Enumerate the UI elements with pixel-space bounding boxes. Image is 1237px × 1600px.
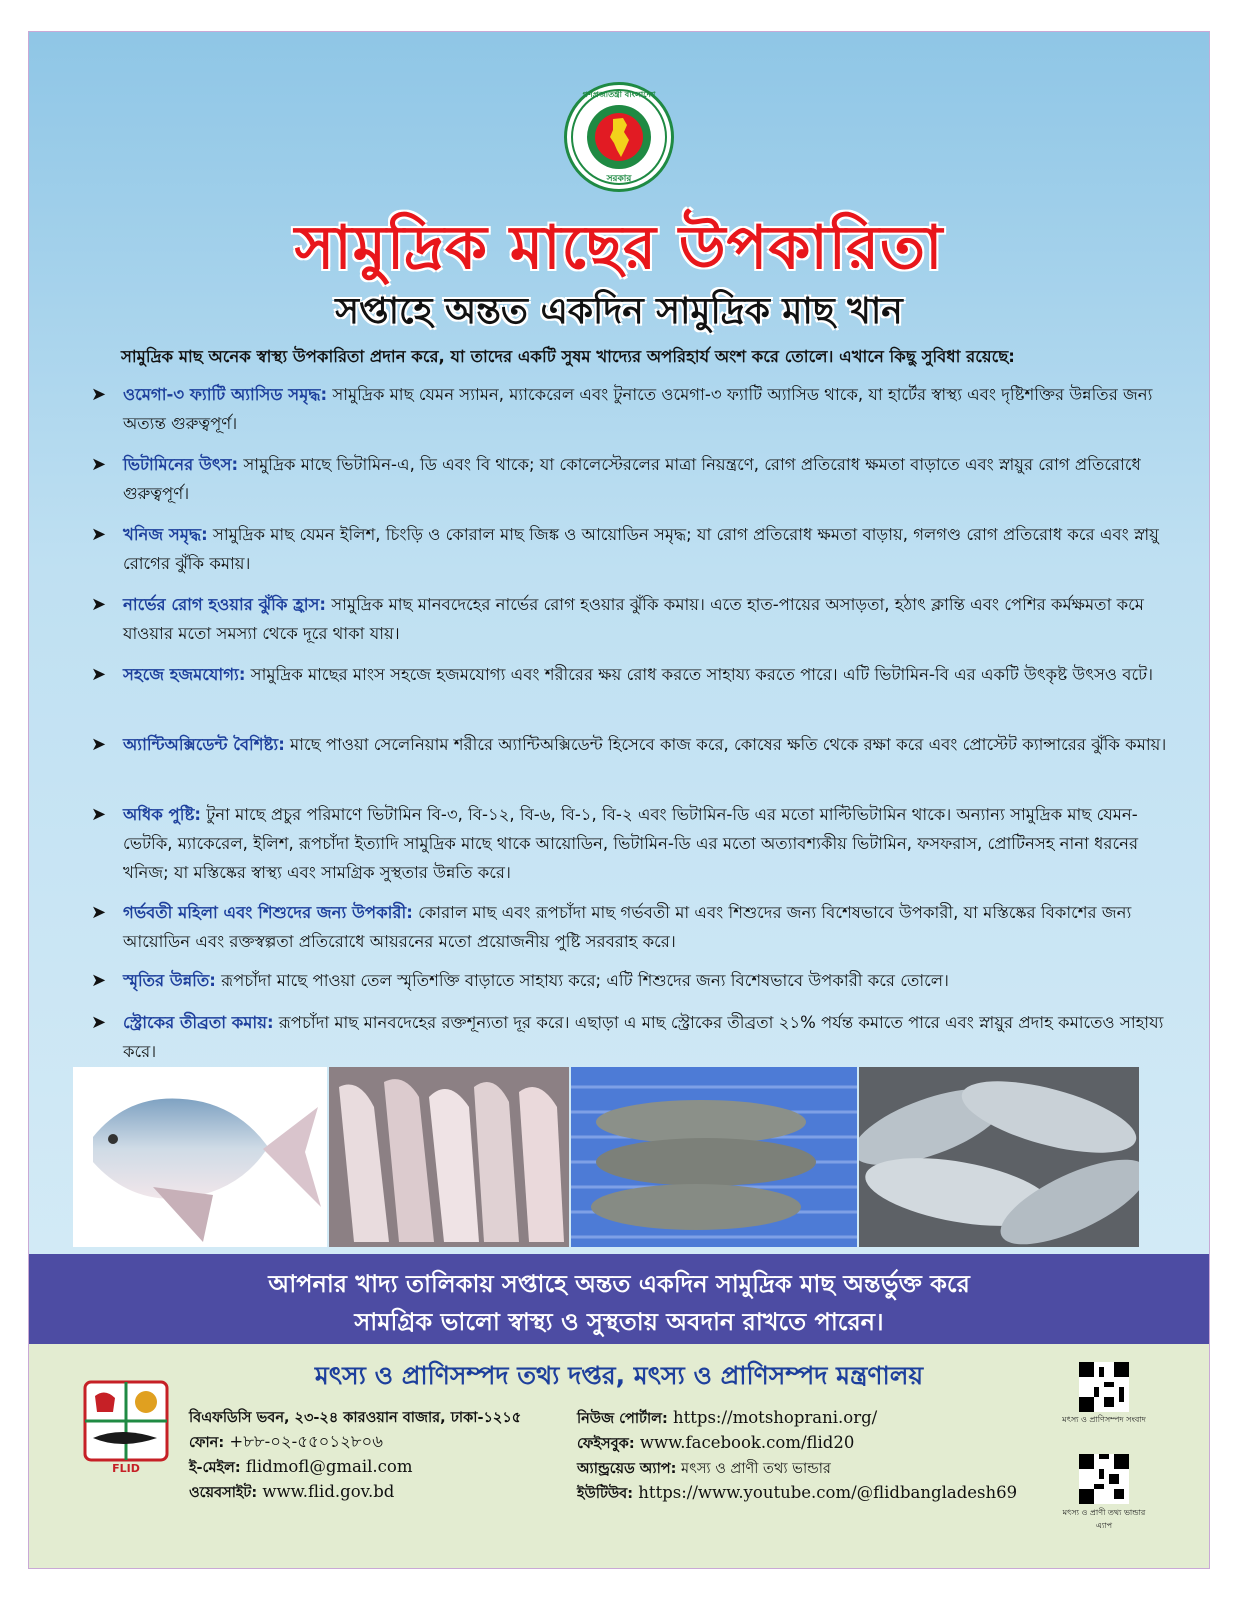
item-text: সামুদ্রিক মাছে ভিটামিন-এ, ডি এবং বি থাকে; যা কোলেস্টেরলের মাত্রা নিয়ন্ত্রণে, রোগ প্রতিরোধ ক্ষমতা বাড়াতে এবং স্নায়ুর রোগ প্রতিরোধে গুরুত্বপূর্ণ। (123, 455, 1141, 503)
list-item (91, 966, 1171, 996)
news-label: নিউজ পোর্টাল: (577, 1411, 668, 1427)
online-links-block (577, 1406, 1017, 1506)
pomfret-photo (73, 1067, 327, 1247)
phone-number: +৮৮-০২-৫৫০১২৮০৬ (224, 1432, 383, 1451)
item-text: রূপচাঁদা মাছে পাওয়া তেল স্মৃতিশক্তি বাড়াতে সাহায্য করে; এটি শিশুদের জন্য বিশেষভাবে উপকারী করে তোলে। (215, 971, 949, 990)
facebook-link[interactable]: www.facebook.com/flid20 (634, 1433, 855, 1452)
ministry-name: মৎস্য ও প্রাণিসম্পদ তথ্য দপ্তর, মৎস্য ও প্রাণিসম্পদ মন্ত্রণালয় (314, 1361, 924, 1390)
item-text: সামুদ্রিক মাছের মাংস সহজে হজমযোগ্য এবং শরীরের ক্ষয় রোধ করতে সাহায্য করতে পারে। এটি ভিটামিন-বি এর একটি উৎকৃষ্ট উৎসও বটে। (245, 665, 1154, 684)
item-heading: সহজে হজমযোগ্য: (123, 665, 246, 684)
flid-logo (81, 1378, 171, 1488)
item-heading: স্ট্রোকের তীব্রতা কমায়: (123, 1013, 274, 1032)
page-title: সামুদ্রিক মাছের উপকারিতা (294, 213, 944, 283)
list-item (91, 898, 1171, 954)
banner-line-2: সামগ্রিক ভালো স্বাস্থ্য ও সুস্থতায় অবদান রাখতে পারেন। (354, 1308, 884, 1336)
list-item (91, 380, 1171, 436)
youtube-label: ইউটিউব: (577, 1486, 634, 1502)
item-text: রূপচাঁদা মাছ মানবদেহের রক্তশূন্যতা দূর করে। এছাড়া এ মাছ স্ট্রোকের তীব্রতা ২১% পর্যন্ত কমাতে পারে এবং স্নায়ুর প্রদাহ কমাতেও সাহায্য করে। (123, 1013, 1164, 1061)
qr-caption-2: মৎস্য ও প্রাণী তথ্য ভান্ডার এ্যাপ (1062, 1508, 1146, 1530)
facebook-label: ফেইসবুক: (577, 1436, 635, 1452)
app-name: মৎস্য ও প্রাণী তথ্য ভান্ডার (676, 1461, 831, 1477)
list-item (91, 660, 1171, 716)
qr-caption-1: মৎস্য ও প্রাণিসম্পদ সংবাদ (1062, 1415, 1146, 1424)
arrow-icon: ➤ (91, 734, 107, 755)
item-heading: অ্যান্টিঅক্সিডেন্ট বৈশিষ্ট্য: (123, 735, 285, 754)
app-label: অ্যান্ড্রয়েড অ্যাপ: (577, 1461, 677, 1477)
office-address: বিএফডিসি ভবন, ২৩-২৪ কারওয়ান বাজার, ঢাকা-১২১৫ (189, 1410, 522, 1426)
list-item (91, 590, 1171, 646)
item-text: টুনা মাছে প্রচুর পরিমাণে ভিটামিন বি-৩, বি-১২, বি-৬, বি-১, বি-২ এবং ভিটামিন-ডি এর মতো মাল্টিভিটামিন থাকে। অন্যান্য সামুদ্রিক মাছ যেমন- ভেটকি, ম্যাকেরেল, ইলিশ, রূপচাঁদা ইত্যাদি সামুদ্রিক মাছে থাকে আয়োডিন, ভিটামিন-ডি এর মতো অত্যাবশ্যকীয় ভিটামিন, ফসফরাস, প্রোটিনসহ নানা ধরনের খনিজ; যা মস্তিষ্কের স্বাস্থ্য এবং সামগ্রিক সুস্থতার উন্নতি করে। (123, 805, 1139, 882)
qr-code-icon[interactable] (1079, 1454, 1129, 1504)
arrow-icon: ➤ (91, 902, 107, 923)
banner-line-1: আপনার খাদ্য তালিকায় সপ্তাহে অন্তত একদিন সামুদ্রিক মাছ অন্তর্ভুক্ত করে (268, 1270, 970, 1298)
youtube-line (577, 1481, 1017, 1506)
item-text: মাছে পাওয়া সেলেনিয়াম শরীরে অ্যান্টিঅক্সিডেন্ট হিসেবে কাজ করে, কোষের ক্ষতি থেকে রক্ষা করে এবং প্রোস্টেট ক্যান্সারের ঝুঁকি কমায়। (284, 735, 1167, 754)
news-link[interactable]: https://motshoprani.org/ (667, 1408, 878, 1427)
item-heading: গর্ভবতী মহিলা এবং শিশুদের জন্য উপকারী: (123, 903, 413, 922)
call-to-action-banner (29, 1254, 1209, 1344)
email-label: ই-মেইল: (189, 1460, 241, 1476)
bombay-duck-photo (329, 1067, 569, 1247)
arrow-icon: ➤ (91, 664, 107, 685)
website-line (189, 1480, 521, 1505)
footer (29, 1344, 1209, 1569)
item-heading: খনিজ সমৃদ্ধ: (123, 525, 208, 544)
item-heading: স্মৃতির উন্নতি: (123, 971, 216, 990)
arrow-icon: ➤ (91, 384, 107, 405)
flid-logo-text: FLID (112, 1462, 140, 1475)
item-heading: অধিক পুষ্টি: (123, 805, 201, 824)
website-link[interactable]: www.flid.gov.bd (257, 1482, 395, 1501)
list-item (91, 520, 1171, 576)
news-line (577, 1406, 1017, 1431)
intro-text: সামুদ্রিক মাছ অনেক স্বাস্থ্য উপকারিতা প্রদান করে, যা তাদের একটি সুষম খাদ্যের অপরিহার্য অংশ করে তোলে। এখানে কিছু সুবিধা রয়েছে: (121, 347, 1015, 366)
page-subtitle: সপ্তাহে অন্তত একদিন সামুদ্রিক মাছ খান (335, 291, 903, 332)
arrow-icon: ➤ (91, 524, 107, 545)
item-heading: নার্ভের রোগ হওয়ার ঝুঁকি হ্রাস: (123, 595, 326, 614)
list-item (91, 730, 1171, 786)
website-label: ওয়েবসাইট: (189, 1485, 258, 1501)
item-text: কোরাল মাছ এবং রূপচাঁদা মাছ গর্ভবতী মা এবং শিশুদের জন্য বিশেষভাবে উপকারী, যা মস্তিষ্কের বিকাশের জন্য আয়োডিন এবং রক্তস্বল্পতা প্রতিরোধে আয়রনের মতো প্রয়োজনীয় পুষ্টি সরবরাহ করে। (123, 903, 1132, 951)
email-link[interactable]: flidmofl@gmail.com (240, 1457, 413, 1476)
item-text: সামুদ্রিক মাছ মানবদেহের নার্ভের রোগ হওয়ার ঝুঁকি কমায়। এতে হাত-পায়ের অসাড়তা, হঠাৎ ক্লান্তি এবং পেশির কর্মক্ষমতা কমে যাওয়ার মতো সমস্যা থেকে দূরে থাকা যায়। (123, 595, 1144, 643)
government-seal (564, 82, 674, 192)
seal-text-bottom: সরকার (606, 174, 632, 184)
arrow-icon: ➤ (91, 970, 107, 991)
arrow-icon: ➤ (91, 804, 107, 825)
item-heading: ভিটামিনের উৎস: (123, 455, 239, 474)
item-text: সামুদ্রিক মাছ যেমন ইলিশ, চিংড়ি ও কোরাল মাছ জিঙ্ক ও আয়োডিন সমৃদ্ধ; যা রোগ প্রতিরোধ ক্ষমতা বাড়ায়, গলগণ্ড রোগ প্রতিরোধ করে এবং স্নায়ু রোগের ঝুঁকি কমায়। (123, 525, 1159, 573)
list-item (91, 450, 1171, 506)
item-heading: ওমেগা-৩ ফ্যাটি অ্যাসিড সমৃদ্ধ: (123, 385, 328, 404)
address-block (189, 1406, 521, 1505)
arrow-icon: ➤ (91, 594, 107, 615)
barramundi-photo (571, 1067, 857, 1247)
hilsa-photo (859, 1067, 1139, 1247)
youtube-link[interactable]: https://www.youtube.com/@flidbangladesh69 (633, 1483, 1018, 1502)
arrow-icon: ➤ (91, 454, 107, 475)
phone-label: ফোন: (189, 1435, 225, 1451)
list-item (91, 800, 1171, 886)
list-item (91, 1008, 1171, 1064)
fish-photos (73, 1067, 1139, 1247)
email-line (189, 1455, 521, 1480)
benefits-list (91, 380, 1171, 1064)
seal-text-top: গণপ্রজাতন্ত্রী বাংলাদেশ (582, 90, 656, 99)
item-text: সামুদ্রিক মাছ যেমন স্যামন, ম্যাকেরেল এবং টুনাতে ওমেগা-৩ ফ্যাটি অ্যাসিড থাকে, যা হার্টের স্বাস্থ্য এবং দৃষ্টিশক্তির উন্নতির জন্য অত্যন্ত গুরুত্বপূর্ণ। (123, 385, 1153, 433)
arrow-icon: ➤ (91, 1012, 107, 1033)
qr-code-icon[interactable] (1079, 1362, 1129, 1412)
phone-line (189, 1430, 521, 1455)
facebook-line (577, 1431, 1017, 1456)
poster (28, 31, 1210, 1569)
app-line (577, 1456, 1017, 1481)
